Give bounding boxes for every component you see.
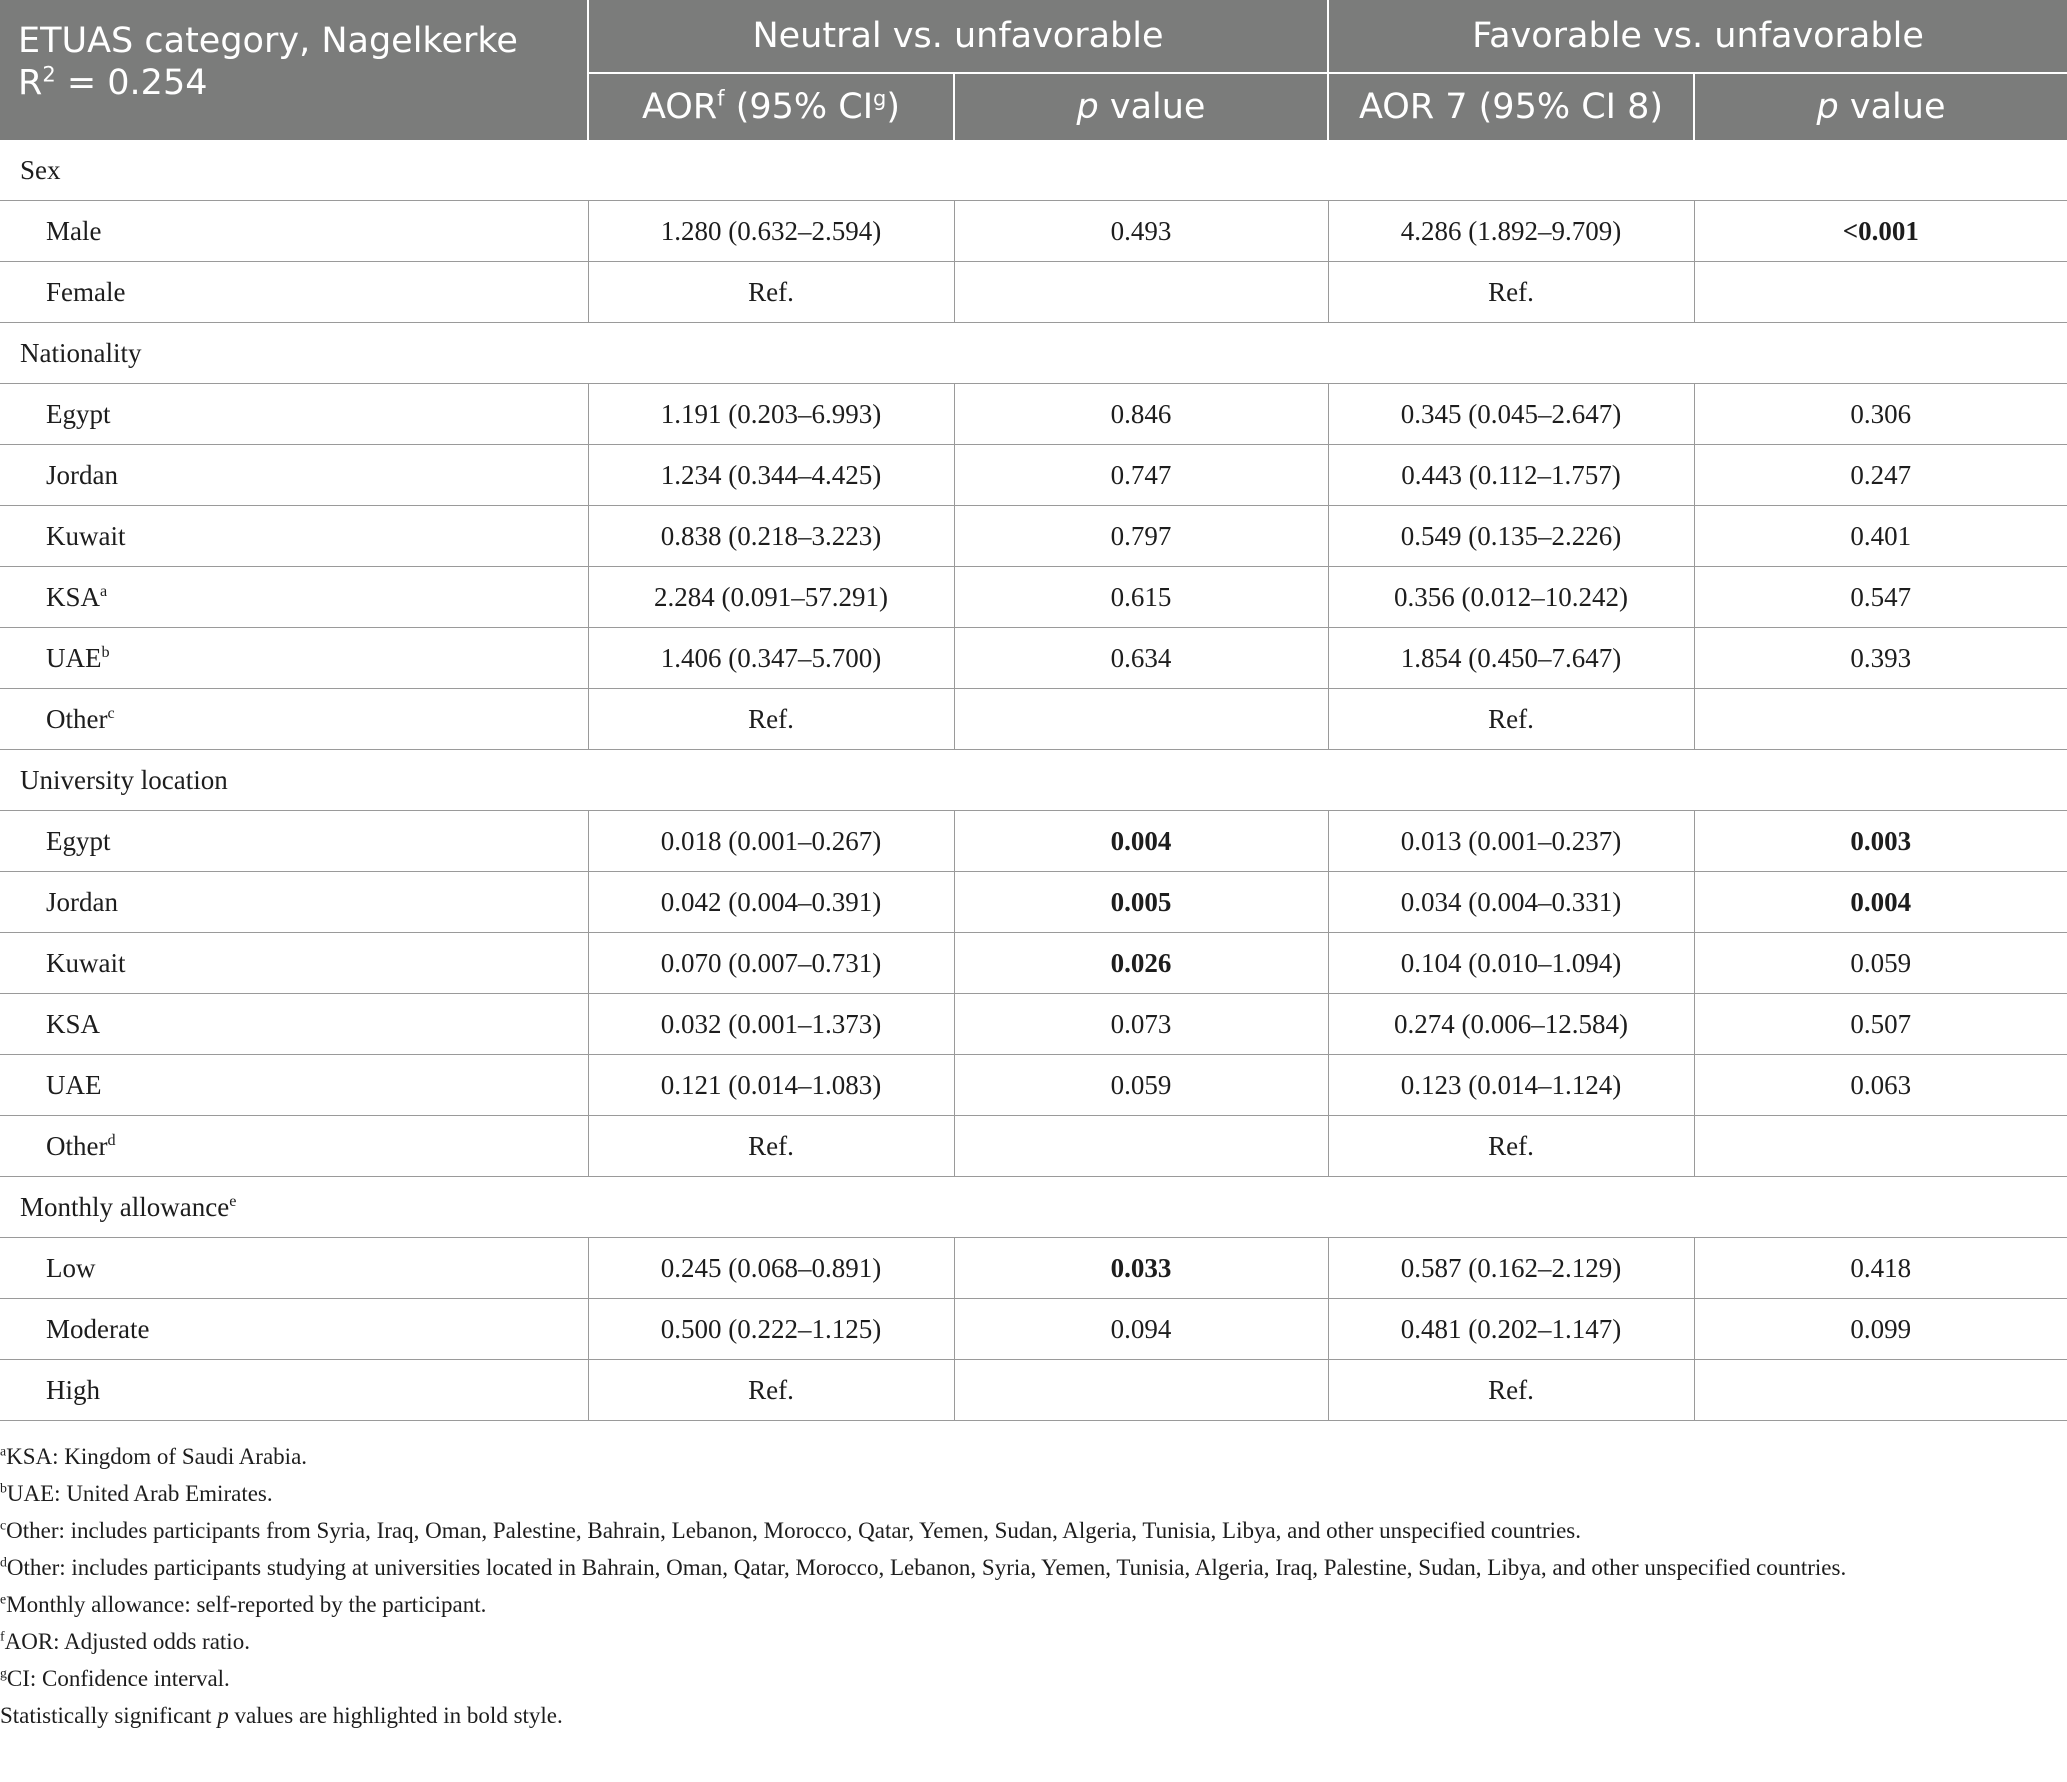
row-label-text: Male	[46, 215, 102, 246]
section-row	[0, 750, 2067, 811]
row-label-text: High	[46, 1374, 100, 1405]
cell-p-neutral: 0.059	[954, 1055, 1328, 1116]
cell-p-neutral: 0.797	[954, 506, 1328, 567]
significance-note-p: p	[217, 1703, 229, 1728]
cell-p-neutral: 0.005	[954, 872, 1328, 933]
cell-p-neutral	[954, 1360, 1328, 1421]
footnote-marker: c	[0, 1517, 7, 1533]
cell-p-favorable: 0.306	[1694, 384, 2067, 445]
header-category	[0, 0, 588, 140]
section-label-text: Monthly allowance	[20, 1191, 230, 1222]
cell-p-neutral: 0.634	[954, 628, 1328, 689]
row-label-text: Other	[46, 1130, 108, 1161]
cell-aor-neutral: Ref.	[588, 1116, 954, 1177]
footnote-text: UAE: United Arab Emirates.	[6, 1481, 273, 1506]
cell-aor-favorable: 0.274 (0.006–12.584)	[1328, 994, 1694, 1055]
cell-p-favorable: 0.063	[1694, 1055, 2067, 1116]
row-label	[0, 1299, 588, 1360]
cell-p-neutral	[954, 262, 1328, 323]
footnote-marker: e	[0, 1591, 7, 1607]
cell-aor-favorable: 0.034 (0.004–0.331)	[1328, 872, 1694, 933]
row-label-text: Egypt	[46, 825, 111, 856]
footnote	[0, 1586, 2050, 1623]
cell-p-favorable: 0.003	[1694, 811, 2067, 872]
cell-aor-favorable: Ref.	[1328, 1116, 1694, 1177]
significance-note	[0, 1697, 2050, 1734]
cell-aor-neutral: 1.234 (0.344–4.425)	[588, 445, 954, 506]
aor-text: AOR	[641, 87, 718, 127]
footnote-marker: a	[100, 581, 108, 600]
header-aor-neutral	[588, 73, 954, 140]
header-r-sup: 2	[42, 62, 56, 87]
cell-aor-favorable: 1.854 (0.450–7.647)	[1328, 628, 1694, 689]
footnote-marker: d	[0, 1554, 7, 1570]
header-group-neutral: Neutral vs. unfavorable	[588, 0, 1328, 73]
table-row	[0, 1238, 2067, 1299]
header-category-line1: ETUAS category, Nagelkerke	[18, 21, 518, 61]
table-row	[0, 872, 2067, 933]
row-label-text: Egypt	[46, 398, 111, 429]
table-row	[0, 384, 2067, 445]
cell-aor-favorable: 0.481 (0.202–1.147)	[1328, 1299, 1694, 1360]
header-group-favorable: Favorable vs. unfavorable	[1328, 0, 2067, 73]
footnote-text: AOR: Adjusted odds ratio.	[4, 1629, 250, 1654]
cell-aor-neutral: 0.042 (0.004–0.391)	[588, 872, 954, 933]
footnote-marker: c	[107, 703, 115, 722]
footnote-marker: d	[107, 1130, 116, 1149]
footnote	[0, 1623, 2050, 1660]
cell-aor-favorable: 0.345 (0.045–2.647)	[1328, 384, 1694, 445]
aor-sup-g: g	[873, 86, 887, 111]
header-p-favorable	[1694, 73, 2067, 140]
footnote	[0, 1512, 2050, 1549]
row-label	[0, 262, 588, 323]
cell-aor-favorable: Ref.	[1328, 262, 1694, 323]
cell-p-favorable: 0.393	[1694, 628, 2067, 689]
cell-p-neutral: 0.094	[954, 1299, 1328, 1360]
footnote-text: Other: includes participants from Syria, Iraq, Oman, Palestine, Bahrain, Lebanon, Morocco, Qatar, Yemen, Sudan, Algeria, Tunisia, Libya, and other unspecified countries.	[6, 1518, 1581, 1543]
row-label-text: Other	[46, 703, 108, 734]
cell-p-favorable: <0.001	[1694, 201, 2067, 262]
cell-aor-neutral: 0.121 (0.014–1.083)	[588, 1055, 954, 1116]
cell-p-neutral: 0.004	[954, 811, 1328, 872]
significance-note-post: values are highlighted in bold style.	[228, 1703, 563, 1728]
table-row	[0, 1055, 2067, 1116]
header-r-value: = 0.254	[55, 63, 208, 103]
row-label-text: Kuwait	[46, 520, 126, 551]
cell-aor-favorable: 0.443 (0.112–1.757)	[1328, 445, 1694, 506]
cell-p-neutral: 0.026	[954, 933, 1328, 994]
row-label-text: Moderate	[46, 1313, 150, 1344]
footnote-text: KSA: Kingdom of Saudi Arabia.	[6, 1444, 308, 1469]
cell-aor-favorable: 0.123 (0.014–1.124)	[1328, 1055, 1694, 1116]
row-label-text: Female	[46, 276, 126, 307]
cell-p-favorable: 0.547	[1694, 567, 2067, 628]
table-row	[0, 567, 2067, 628]
row-label	[0, 689, 588, 750]
cell-aor-favorable: 0.587 (0.162–2.129)	[1328, 1238, 1694, 1299]
cell-p-favorable: 0.418	[1694, 1238, 2067, 1299]
section-row	[0, 323, 2067, 384]
section-label-text: Sex	[20, 154, 61, 185]
cell-p-neutral: 0.033	[954, 1238, 1328, 1299]
cell-aor-neutral: 2.284 (0.091–57.291)	[588, 567, 954, 628]
cell-p-neutral: 0.846	[954, 384, 1328, 445]
row-label	[0, 628, 588, 689]
cell-aor-neutral: 0.500 (0.222–1.125)	[588, 1299, 954, 1360]
table-row	[0, 994, 2067, 1055]
cell-aor-neutral: Ref.	[588, 262, 954, 323]
cell-p-favorable: 0.401	[1694, 506, 2067, 567]
cell-aor-neutral: Ref.	[588, 689, 954, 750]
footnote-marker: b	[0, 1480, 7, 1496]
significance-note-pre: Statistically significant	[0, 1703, 218, 1728]
cell-p-neutral: 0.493	[954, 201, 1328, 262]
section-row	[0, 140, 2067, 201]
footnote-text: Monthly allowance: self-reported by the participant.	[6, 1592, 487, 1617]
cell-p-favorable: 0.059	[1694, 933, 2067, 994]
row-label	[0, 872, 588, 933]
cell-aor-neutral: 0.018 (0.001–0.267)	[588, 811, 954, 872]
cell-aor-neutral: Ref.	[588, 1360, 954, 1421]
table-row	[0, 201, 2067, 262]
cell-p-favorable: 0.004	[1694, 872, 2067, 933]
footnote	[0, 1549, 2050, 1586]
p-italic: p	[1816, 87, 1839, 127]
footnote	[0, 1438, 2050, 1475]
row-label-text: KSA	[46, 1008, 101, 1039]
footnote-text: CI: Confidence interval.	[6, 1666, 230, 1691]
cell-p-neutral	[954, 689, 1328, 750]
cell-aor-favorable: 0.549 (0.135–2.226)	[1328, 506, 1694, 567]
section-label	[0, 750, 2067, 811]
row-label	[0, 1360, 588, 1421]
row-label	[0, 201, 588, 262]
cell-p-favorable: 0.507	[1694, 994, 2067, 1055]
section-label	[0, 140, 2067, 201]
row-label-text: Low	[46, 1252, 96, 1283]
row-label	[0, 1116, 588, 1177]
cell-p-neutral: 0.073	[954, 994, 1328, 1055]
table-row	[0, 689, 2067, 750]
table-row	[0, 506, 2067, 567]
footnote	[0, 1660, 2050, 1697]
footnote-marker: b	[101, 642, 110, 661]
footnote-text: Other: includes participants studying at universities located in Bahrain, Oman, Qatar, Morocco, Lebanon, Syria, Yemen, Tunisia, Algeria, Iraq, Palestine, Sudan, Libya, and other unspecified countries.	[6, 1555, 1847, 1580]
table-body	[0, 140, 2067, 1421]
section-label	[0, 323, 2067, 384]
section-row	[0, 1177, 2067, 1238]
cell-aor-neutral: 0.070 (0.007–0.731)	[588, 933, 954, 994]
p-rest: value	[1098, 87, 1206, 127]
cell-aor-neutral: 0.032 (0.001–1.373)	[588, 994, 954, 1055]
row-label-text: UAE	[46, 1069, 102, 1100]
row-label	[0, 933, 588, 994]
table-row	[0, 628, 2067, 689]
row-label-text: Jordan	[46, 459, 118, 490]
row-label	[0, 994, 588, 1055]
p-italic: p	[1076, 87, 1099, 127]
table-row	[0, 933, 2067, 994]
footnotes	[0, 1438, 2050, 1734]
footnote-marker: f	[0, 1628, 5, 1644]
row-label	[0, 567, 588, 628]
footnote-marker: g	[0, 1665, 7, 1681]
row-label	[0, 811, 588, 872]
footnote-marker: e	[229, 1191, 237, 1210]
header-aor-favorable: AOR 7 (95% CI 8)	[1328, 73, 1694, 140]
cell-aor-neutral: 1.406 (0.347–5.700)	[588, 628, 954, 689]
cell-p-favorable	[1694, 1116, 2067, 1177]
cell-aor-favorable: 0.104 (0.010–1.094)	[1328, 933, 1694, 994]
cell-aor-favorable: Ref.	[1328, 1360, 1694, 1421]
row-label	[0, 445, 588, 506]
row-label-text: UAE	[46, 642, 102, 673]
cell-p-neutral: 0.747	[954, 445, 1328, 506]
cell-p-favorable	[1694, 689, 2067, 750]
row-label-text: Kuwait	[46, 947, 126, 978]
section-label-text: University location	[20, 764, 228, 795]
section-label	[0, 1177, 2067, 1238]
header-p-neutral	[954, 73, 1328, 140]
cell-p-neutral: 0.615	[954, 567, 1328, 628]
cell-aor-favorable: Ref.	[1328, 689, 1694, 750]
row-label	[0, 384, 588, 445]
cell-aor-neutral: 1.191 (0.203–6.993)	[588, 384, 954, 445]
cell-aor-neutral: 0.245 (0.068–0.891)	[588, 1238, 954, 1299]
cell-p-favorable: 0.099	[1694, 1299, 2067, 1360]
table-row	[0, 262, 2067, 323]
cell-p-favorable: 0.247	[1694, 445, 2067, 506]
row-label	[0, 1238, 588, 1299]
cell-aor-neutral: 0.838 (0.218–3.223)	[588, 506, 954, 567]
table-row	[0, 445, 2067, 506]
footnote-marker: a	[0, 1443, 7, 1459]
cell-aor-favorable: 0.013 (0.001–0.237)	[1328, 811, 1694, 872]
aor-close: )	[886, 87, 901, 127]
cell-aor-neutral: 1.280 (0.632–2.594)	[588, 201, 954, 262]
p-rest: value	[1838, 87, 1946, 127]
aor-sup-f: f	[717, 86, 725, 111]
cell-aor-favorable: 4.286 (1.892–9.709)	[1328, 201, 1694, 262]
row-label	[0, 506, 588, 567]
table-row	[0, 1360, 2067, 1421]
row-label-text: Jordan	[46, 886, 118, 917]
table-row	[0, 1299, 2067, 1360]
row-label	[0, 1055, 588, 1116]
footnote	[0, 1475, 2050, 1512]
table-row	[0, 811, 2067, 872]
cell-p-favorable	[1694, 1360, 2067, 1421]
cell-p-neutral	[954, 1116, 1328, 1177]
section-label-text: Nationality	[20, 337, 142, 368]
header-r-label: R	[18, 63, 43, 103]
cell-aor-favorable: 0.356 (0.012–10.242)	[1328, 567, 1694, 628]
table-row	[0, 1116, 2067, 1177]
cell-p-favorable	[1694, 262, 2067, 323]
aor-ci-text: (95% CI	[724, 87, 874, 127]
row-label-text: KSA	[46, 581, 101, 612]
